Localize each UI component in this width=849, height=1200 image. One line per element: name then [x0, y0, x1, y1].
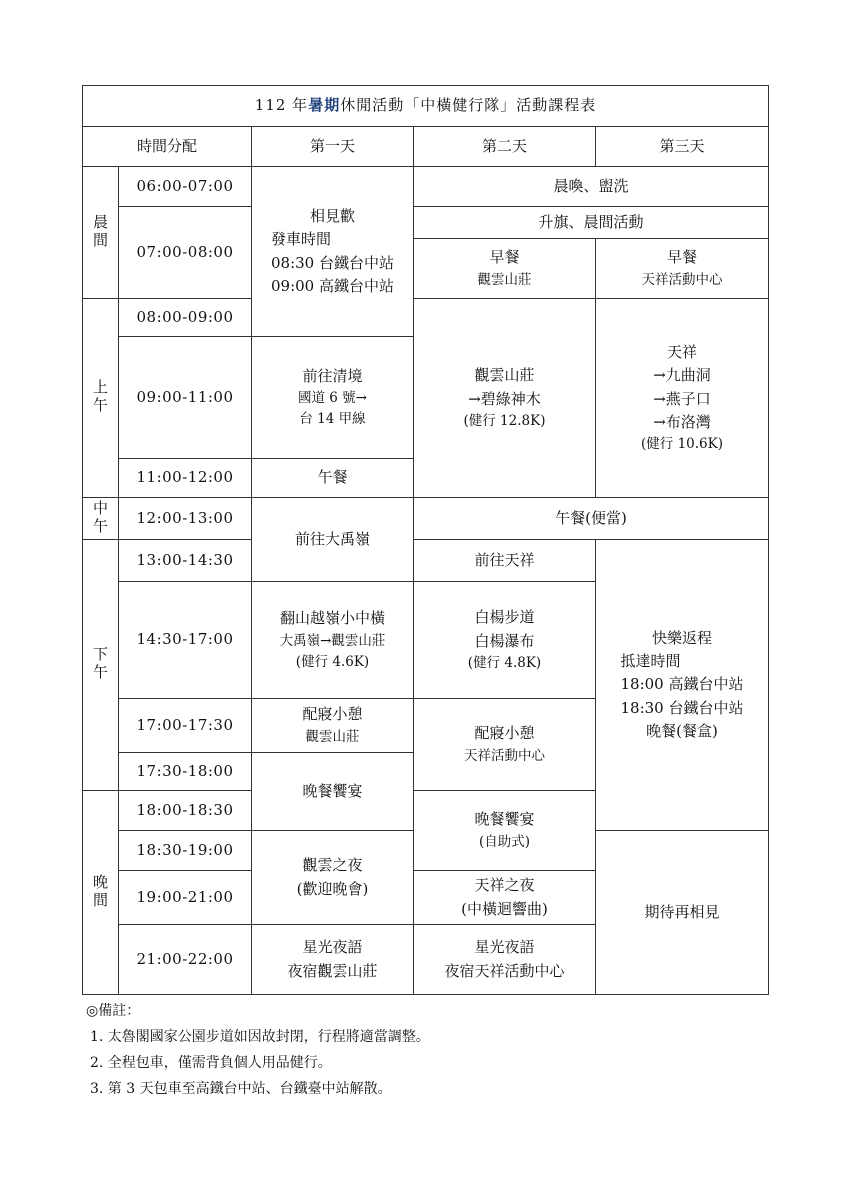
day3-farewell: 期待再相見 [596, 831, 769, 995]
notes-heading: ◎備註： [86, 1003, 141, 1019]
time-slot: 06:00-07:00 [119, 167, 252, 207]
schedule-table [82, 85, 769, 995]
day1-travel: 前往清境 國道 6 號→ 台 14 甲線 [252, 337, 414, 459]
day2-rest: 配寢小憩 天祥活動中心 [414, 699, 596, 791]
day3-hike: 天祥 →九曲洞 →燕子口 →布洛灣 (健行 10.6K) [596, 299, 769, 498]
time-slot: 12:00-13:00 [119, 498, 252, 540]
time-slot: 11:00-12:00 [119, 459, 252, 498]
day3-return: 快樂返程 抵達時間 18:00 高鐵台中站 18:30 台鐵台中站 晚餐(餐盒) [596, 540, 769, 831]
day1-night: 觀雲之夜 (歡迎晚會) [252, 831, 414, 925]
period-forenoon: 上午 [83, 299, 119, 498]
day1-meet: 相見歡 發車時間 08:30 台鐵台中站 09:00 高鐵台中站 [252, 167, 414, 337]
period-afternoon: 下午 [83, 540, 119, 791]
day1-dayu: 前往大禹嶺 [252, 498, 414, 582]
day1-rest: 配寢小憩 觀雲山莊 [252, 699, 414, 753]
time-slot: 07:00-08:00 [119, 207, 252, 299]
day2-dinner: 晚餐饗宴 (自助式) [414, 791, 596, 871]
header-day1: 第一天 [252, 127, 414, 167]
notes [86, 998, 430, 1102]
shared-flag: 升旗、晨間活動 [414, 207, 769, 239]
time-slot: 19:00-21:00 [119, 871, 252, 925]
time-slot: 18:30-19:00 [119, 831, 252, 871]
time-slot: 18:00-18:30 [119, 791, 252, 831]
day2-poplar: 白楊步道 白楊瀑布 (健行 4.8K) [414, 582, 596, 699]
time-slot: 21:00-22:00 [119, 925, 252, 995]
time-slot: 08:00-09:00 [119, 299, 252, 337]
time-slot: 14:30-17:00 [119, 582, 252, 699]
day2-travel: 前往天祥 [414, 540, 596, 582]
note-item: 3. 第 3 天包車至高鐵台中站、台鐵臺中站解散。 [90, 1081, 392, 1097]
day2-night: 天祥之夜 (中橫迴響曲) [414, 871, 596, 925]
period-evening: 晚間 [83, 791, 119, 995]
header-day3: 第三天 [596, 127, 769, 167]
time-slot: 09:00-11:00 [119, 337, 252, 459]
period-morning: 晨間 [83, 167, 119, 299]
header-time: 時間分配 [83, 127, 252, 167]
day2-hike: 觀雲山莊 →碧綠神木 (健行 12.8K) [414, 299, 596, 498]
day3-breakfast: 早餐 天祥活動中心 [596, 239, 769, 299]
time-slot: 13:00-14:30 [119, 540, 252, 582]
day1-lunch: 午餐 [252, 459, 414, 498]
day1-dinner: 晚餐饗宴 [252, 753, 414, 831]
shared-wake: 晨喚、盥洗 [414, 167, 769, 207]
day2-breakfast: 早餐 觀雲山莊 [414, 239, 596, 299]
page-title: 112 年暑期休閒活動「中橫健行隊」活動課程表 [83, 86, 769, 127]
day1-stay: 星光夜語 夜宿觀雲山莊 [252, 925, 414, 995]
time-slot: 17:30-18:00 [119, 753, 252, 791]
note-item: 1. 太魯閣國家公園步道如因故封閉，行程將適當調整。 [90, 1029, 430, 1045]
day1-hike: 翻山越嶺小中橫 大禹嶺→觀雲山莊 (健行 4.6K) [252, 582, 414, 699]
shared-lunch: 午餐(便當) [414, 498, 769, 540]
day2-stay: 星光夜語 夜宿天祥活動中心 [414, 925, 596, 995]
time-slot: 17:00-17:30 [119, 699, 252, 753]
note-item: 2. 全程包車，僅需背負個人用品健行。 [90, 1055, 332, 1071]
period-noon: 中午 [83, 498, 119, 540]
header-day2: 第二天 [414, 127, 596, 167]
